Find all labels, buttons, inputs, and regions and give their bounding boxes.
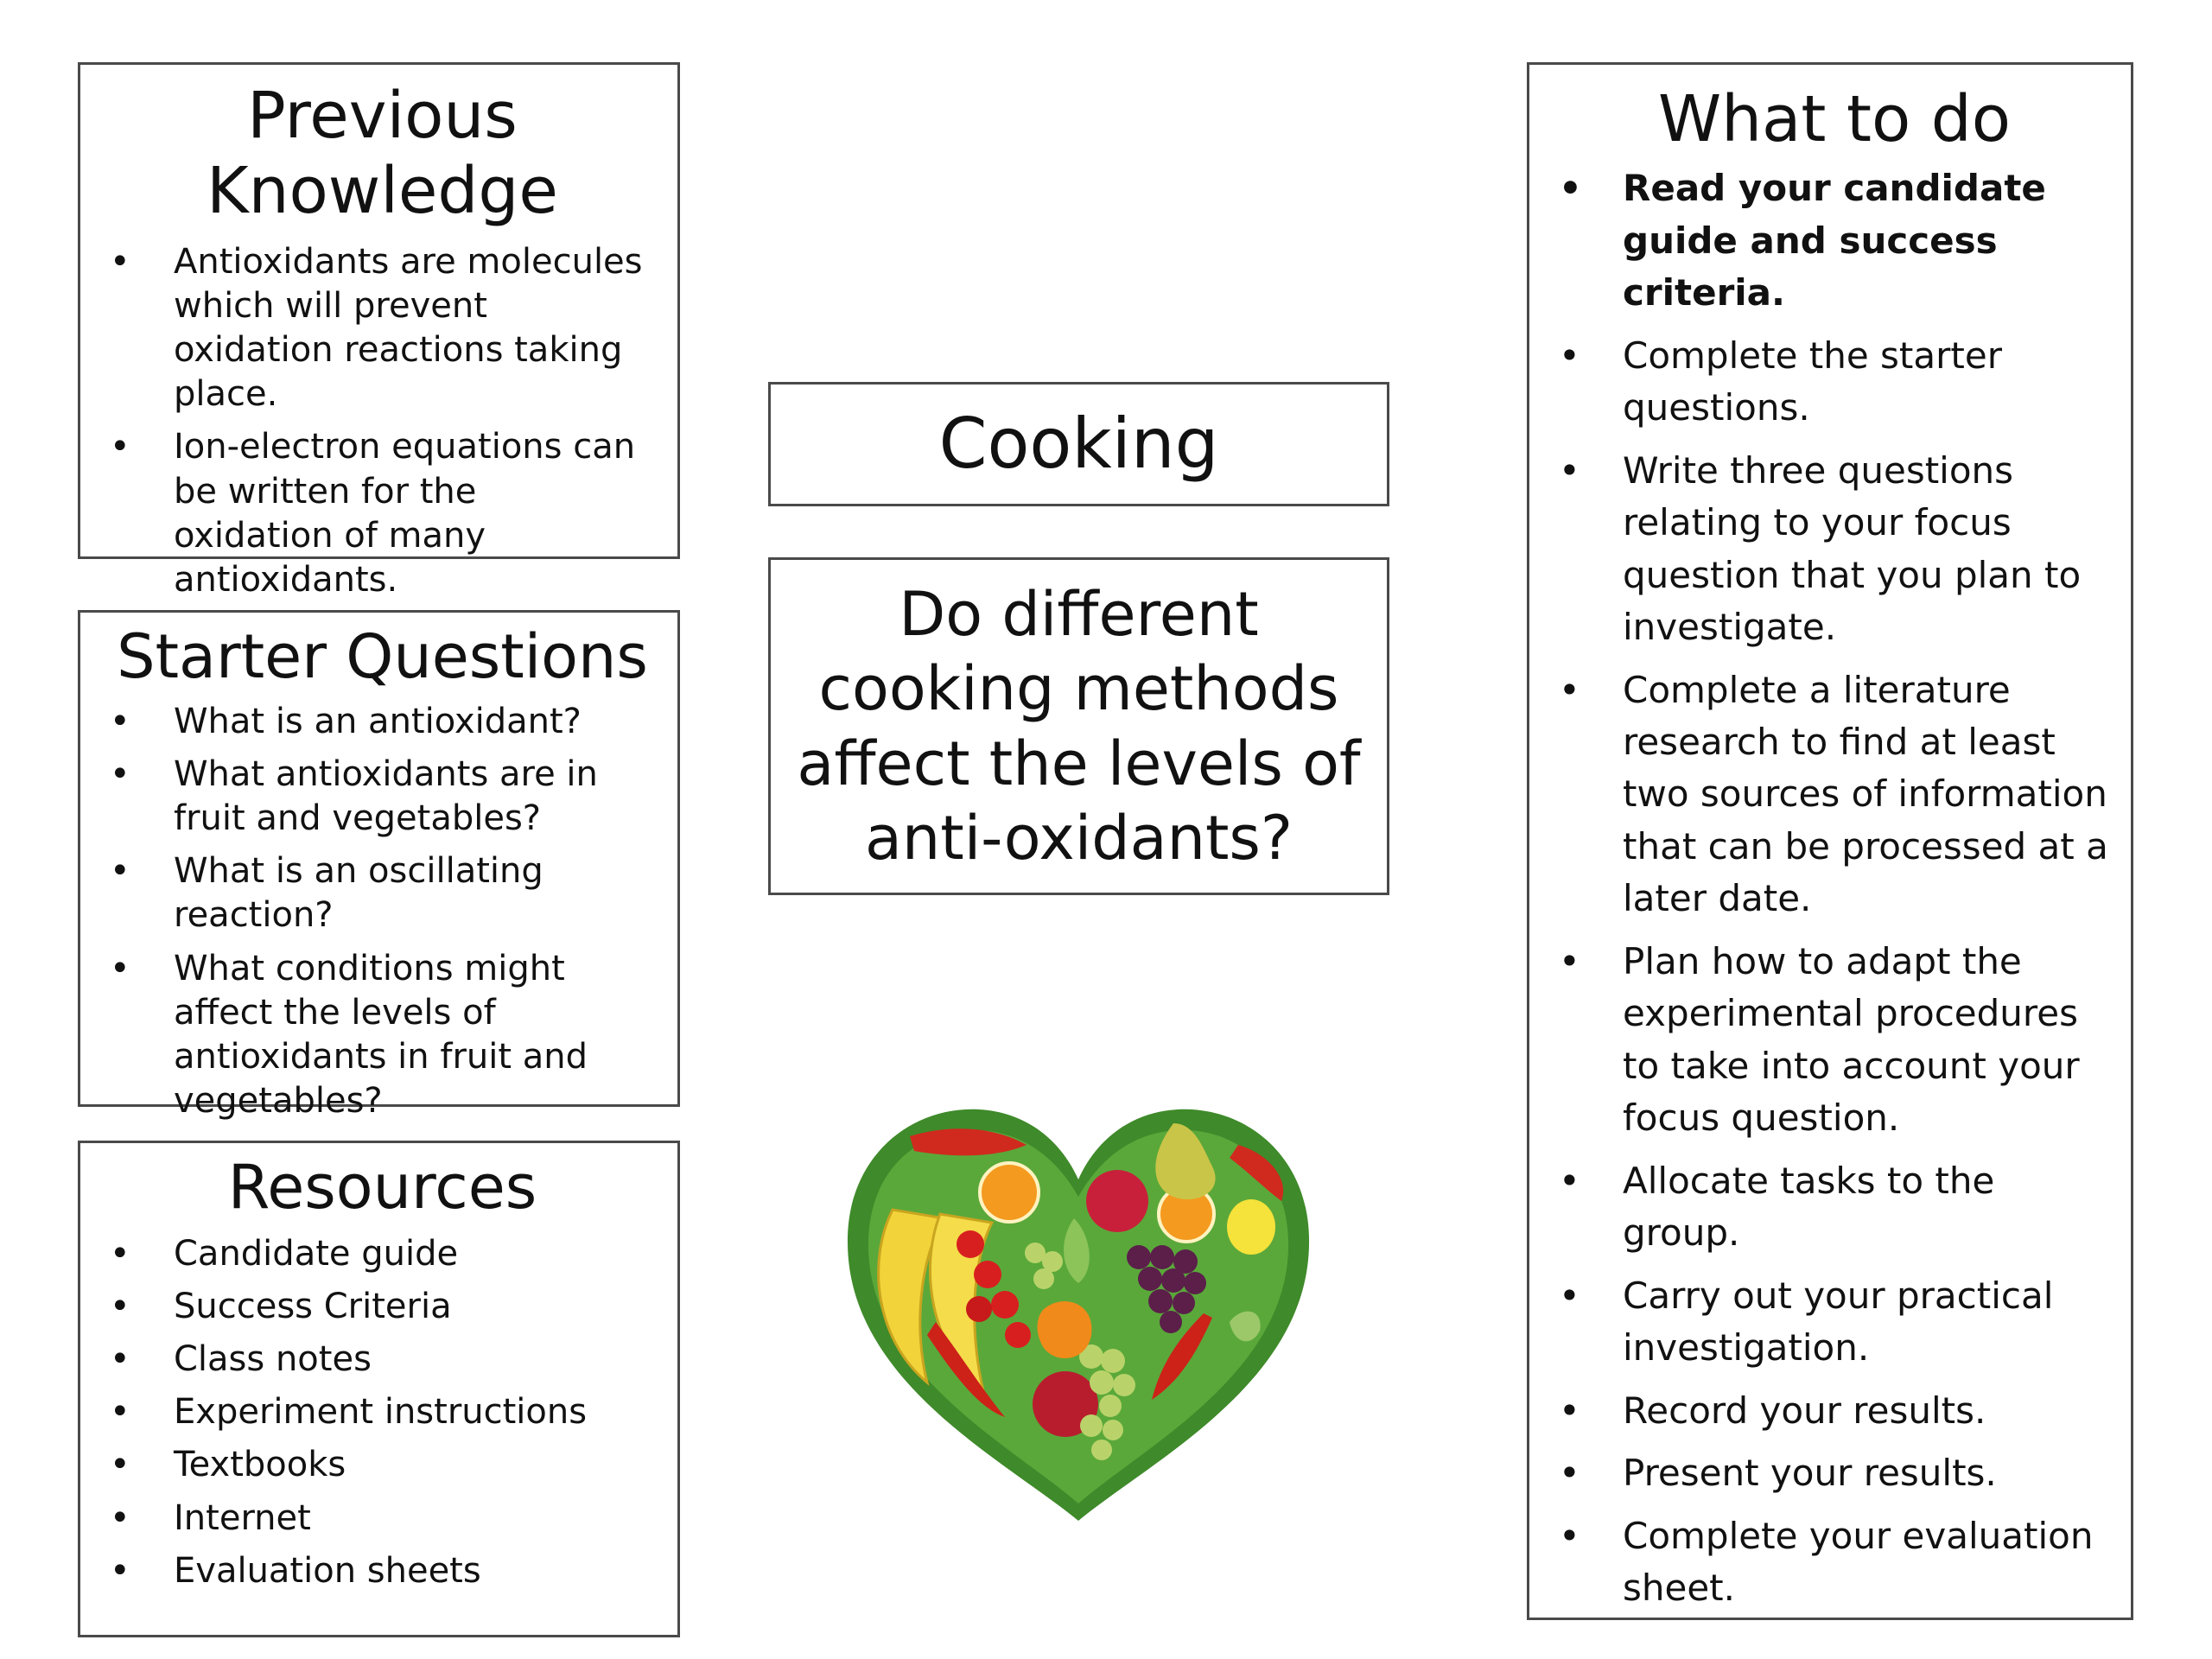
cooking-title-box <box>768 382 1389 506</box>
what-to-do-list <box>1623 162 2115 1614</box>
list-item: • Present your results. <box>1623 1447 2115 1499</box>
list-item: • Antioxidants are molecules which will prevent oxidation reactions taking place. <box>174 240 643 417</box>
what-to-do-title: What to do <box>1657 82 2011 156</box>
resources-list <box>174 1232 660 1593</box>
list-item: • Evaluation sheets <box>174 1549 660 1593</box>
list-item: • Complete the starter questions. <box>1623 330 2115 435</box>
previous-knowledge-panel <box>78 62 680 600</box>
list-item: • What is an antioxidant? <box>174 700 660 744</box>
list-item: • What conditions might affect the levels of antioxidants in fruit and vegetables? <box>174 947 660 1124</box>
fruit-vegetable-heart-icon <box>832 1097 1325 1529</box>
list-item: • Textbooks <box>174 1443 660 1487</box>
previous-knowledge-title: Previous Knowledge <box>207 79 558 229</box>
focus-question-box <box>768 557 1389 895</box>
list-item: • Complete your evaluation sheet. <box>1623 1510 2115 1615</box>
focus-question: Do different cooking methods affect the levels of anti-oxidants? <box>797 579 1361 874</box>
cooking-title: Cooking <box>938 403 1219 484</box>
list-item: • Success Criteria <box>174 1285 660 1329</box>
list-item: • Internet <box>174 1497 660 1541</box>
list-item: • Ion-electron equations can be written for the oxidation of many antioxidants. <box>174 425 643 602</box>
list-item: • What is an oscillating reaction? <box>174 849 660 938</box>
list-item: • Class notes <box>174 1338 660 1382</box>
list-item: • Candidate guide <box>174 1232 660 1276</box>
what-to-do-panel <box>1527 62 2133 1620</box>
previous-knowledge-list <box>174 240 643 603</box>
list-item: • Plan how to adapt the experimental procedures to take into account your focus question. <box>1623 936 2115 1145</box>
list-item: • Allocate tasks to the group. <box>1623 1155 2115 1260</box>
resources-panel <box>78 1141 680 1637</box>
list-item: • Experiment instructions <box>174 1390 660 1434</box>
list-item: • Read your candidate guide and success criteria. <box>1623 162 2115 319</box>
starter-questions-panel <box>78 610 680 1122</box>
list-item: • Write three questions relating to your focus question that you plan to investigate. <box>1623 445 2115 654</box>
resources-title: Resources <box>227 1152 537 1223</box>
list-item: • Carry out your practical investigation. <box>1623 1270 2115 1375</box>
list-item: • Record your results. <box>1623 1385 2115 1437</box>
starter-questions-title: Starter Questions <box>117 621 648 692</box>
list-item: • What antioxidants are in fruit and vegetables? <box>174 753 660 841</box>
starter-questions-list <box>174 700 660 1124</box>
list-item: • Complete a literature research to find at least two sources of information that can be processed at a later date. <box>1623 664 2115 925</box>
